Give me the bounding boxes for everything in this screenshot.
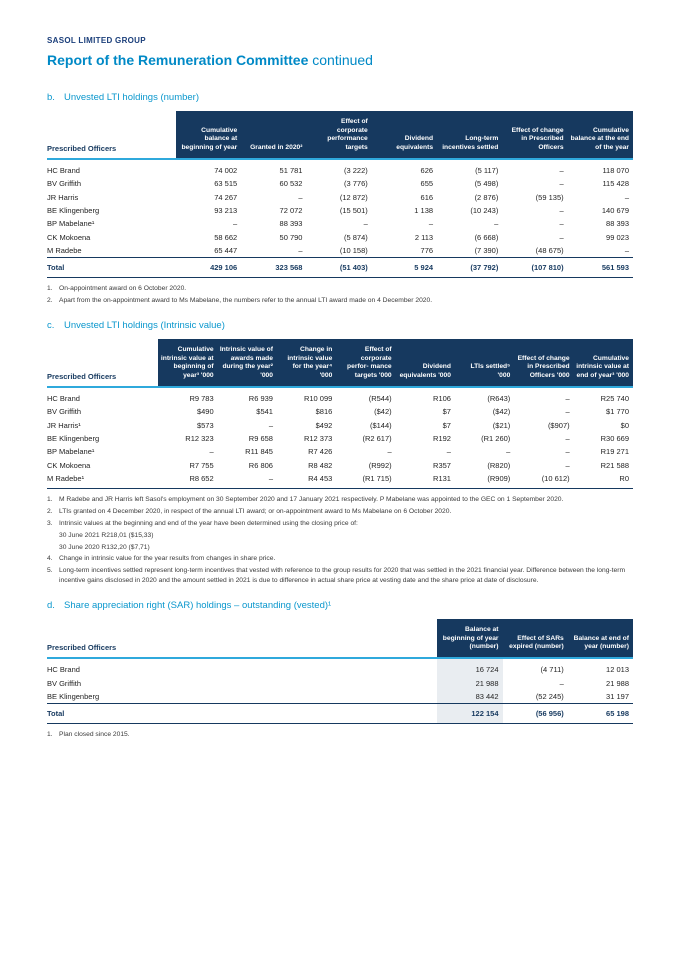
row-label: JR Harris¹ [47,420,81,430]
section-c-title: Unvested LTI holdings (Intrinsic value) [64,320,225,331]
value-cell: (10 243) [470,205,499,215]
value-cell: 58 662 [214,232,238,242]
value-cell: – [446,447,451,457]
value-cell: $7 [442,420,451,430]
section-d-letter: d. [47,600,55,612]
value-cell: 65 198 [568,704,633,724]
column-header: Balance at end of year (number) [568,619,633,658]
footnote-text: 30 June 2020 R132,20 ($7,71) [59,543,150,551]
row-label: BV Griffith [47,407,82,417]
value-cell: – [559,205,564,215]
value-cell: R30 669 [600,433,629,443]
table-row [47,405,633,418]
value-cell: 88 393 [279,219,303,229]
value-cell: 50 790 [279,232,303,242]
column-header: LTIs settled⁵ '000 [455,339,514,387]
row-label: BV Griffith [47,179,82,189]
section-d-heading [47,600,633,611]
value-cell: R21 588 [600,460,629,470]
value-cell: 12 013 [606,665,629,675]
value-cell: (R544) [368,393,392,403]
footnote [47,507,633,516]
header-row [47,619,633,658]
value-cell: – [233,219,238,229]
footnote [47,284,633,293]
value-cell: – [428,219,434,229]
value-cell: R357 [433,460,451,470]
value-cell: – [298,192,303,202]
value-cell: – [565,407,570,417]
table-row [47,459,633,472]
table-row [47,204,633,217]
footnote-text: Change in intrinsic value for the year results from changes in share price. [59,555,276,563]
value-cell: (10 158) [339,246,368,256]
value-cell: (5 498) [474,179,499,189]
section-unvested-lti-number [47,92,633,305]
value-cell: R9 783 [189,393,214,403]
value-cell: – [363,219,368,229]
row-label: CK Mokoena [47,460,91,470]
page-title [47,52,633,68]
value-cell: R8 652 [158,472,217,489]
lti-number-table [47,111,633,278]
table-row [47,177,633,190]
footnote-text: Long-term incentives settled represent long-term incentives that vested with reference to the group results for 2020 that was settled in the 2021 financial year. Difference between the long-term incentive gains disclosed in 2020 and the amount settled in 2021 is due to difference in actual share price at vesting date and the share price at date of disclosure. [59,567,626,584]
value-cell: $0 [620,420,629,430]
value-cell: ($144) [369,420,392,430]
footnote-text: 30 June 2021 R218,01 ($15,33) [59,531,154,539]
value-cell: R6 806 [248,460,273,470]
value-cell: – [559,179,564,189]
value-cell: – [565,393,570,403]
value-cell: 99 023 [606,232,629,242]
footnote [47,566,633,585]
column-header: Cumulative balance at the end of the year [568,111,633,159]
value-cell: (7 390) [474,246,499,256]
value-cell: (10 612) [514,472,573,489]
row-label: M Radebe [47,246,82,256]
value-cell: (15 501) [339,205,368,215]
section-c-heading [47,320,633,331]
value-cell: (6 668) [474,232,499,242]
value-cell: – [624,246,629,256]
table-row [47,231,633,244]
row-label: Total [47,258,176,278]
value-cell: (52 245) [535,691,564,701]
table-row [47,387,633,405]
value-cell: 74 267 [214,192,238,202]
value-cell: $7 [442,407,451,417]
value-cell: R12 323 [185,433,214,443]
footnote [47,531,633,540]
section-c-letter: c. [47,320,55,331]
footnote-text: Apart from the on-appointment award to Ms Mabelane, the numbers refer to the annual LTI award made on 4 December 2020. [59,296,433,304]
value-cell: (3 776) [344,179,368,189]
column-header: Balance at beginning of year (number) [437,619,502,658]
row-label: HC Brand [47,665,80,675]
footnote-number [47,531,59,540]
value-cell: – [506,447,511,457]
value-cell: 115 428 [602,179,629,189]
value-cell: $541 [256,407,273,417]
footnote [47,730,633,739]
value-cell: 561 593 [568,258,633,278]
row-label: Total [47,704,437,724]
value-cell: $1 770 [606,407,629,417]
value-cell: (3 222) [344,165,368,175]
value-cell: 16 724 [437,658,502,676]
value-cell: R12 373 [303,433,333,443]
value-cell: (37 792) [437,258,502,278]
value-cell: (R992) [368,460,392,470]
value-cell: 118 070 [602,165,629,175]
value-cell: (48 675) [535,246,564,256]
value-cell: 1 138 [414,205,434,215]
value-cell: R7 755 [189,460,214,470]
value-cell: $490 [196,407,214,417]
value-cell: (R2 617) [362,433,392,443]
total-row [47,258,633,278]
value-cell: 21 988 [606,678,629,688]
column-header: Effect of corporate perfor- mance targets '000 [336,339,395,387]
column-header: Dividend equivalents [372,111,437,159]
value-cell: $573 [196,420,214,430]
value-cell: $816 [315,407,333,417]
footnote [47,554,633,563]
value-cell: 140 679 [601,205,629,215]
table-row [47,159,633,177]
value-cell: – [559,232,564,242]
footnote-text: M Radebe and JR Harris left Sasol's employment on 30 September 2020 and 17 January 2021 respectively. P Mabelane was appointed to the GEC on 1 September 2020. [59,496,564,504]
page-title-main: Report of the Remuneration Committee [47,52,309,68]
value-cell: (R909) [455,472,514,489]
section-unvested-lti-intrinsic [47,320,633,585]
table-row [47,445,633,458]
value-cell: – [559,678,564,688]
section-c-footnotes [47,495,633,585]
header-row [47,339,633,387]
value-cell: (107 810) [502,258,567,278]
group-brand-label: SASOL LIMITED GROUP [47,36,146,45]
value-cell: (R1 260) [481,433,511,443]
value-cell: – [218,472,277,489]
value-cell: – [565,460,570,470]
value-cell: 616 [420,192,434,202]
table-row [47,472,633,489]
value-cell: R9 658 [248,433,273,443]
column-header: Intrinsic value of awards made during the year² '000 [218,339,277,387]
value-cell: 429 106 [176,258,241,278]
footnote-number: 1. [47,496,53,504]
value-cell: 122 154 [437,704,502,724]
value-cell: 60 532 [279,179,303,189]
value-cell: (5 117) [475,165,499,175]
column-header: Cumulative intrinsic value at end of year³ '000 [574,339,633,387]
column-header: Cumulative intrinsic value at beginning of year³ '000 [158,339,217,387]
value-cell: 776 [420,246,434,256]
footnote [47,495,633,504]
footnote-text: Intrinsic values at the beginning and end of the year have been determined using the closing price of: [59,519,358,527]
column-header: Granted in 2020² [241,111,306,159]
table-row [47,676,633,689]
value-cell: 72 072 [279,205,303,215]
value-cell: 2 113 [414,232,434,242]
value-cell: R6 939 [248,393,273,403]
column-header: Dividend equivalents '000 [396,339,455,387]
row-label: HC Brand [47,165,80,175]
value-cell: 88 393 [606,219,629,229]
table-row [47,244,633,258]
section-d-footnotes [47,730,633,739]
row-label: M Radebe¹ [47,472,158,489]
value-cell: (R643) [487,393,511,403]
page-title-continued: continued [308,52,373,68]
column-header: Effect of SARs expired (number) [503,619,568,658]
value-cell: R4 453 [277,472,336,489]
footnote-number: 2. [47,507,53,515]
value-cell: – [559,165,564,175]
value-cell: – [298,246,303,256]
value-cell: (R1 715) [336,472,395,489]
column-header: Effect of corporate performance targets [306,111,371,159]
lti-intrinsic-value-table [47,339,633,489]
row-label: BP Mabelane¹ [47,447,95,457]
value-cell: – [624,192,629,202]
section-b-heading [47,92,633,103]
footnote [47,296,633,305]
value-cell: 83 442 [437,690,502,704]
table-row [47,190,633,203]
row-label: HC Brand [47,393,80,403]
value-cell: – [494,219,499,229]
row-label: BE Klingenberg [47,433,100,443]
value-cell: $492 [315,420,333,430]
row-label: BE Klingenberg [47,205,100,215]
value-cell: 74 002 [214,165,238,175]
value-cell: – [387,447,392,457]
footnote [47,519,633,528]
section-b-title: Unvested LTI holdings (number) [64,92,199,103]
value-cell: – [268,420,273,430]
sar-holdings-table [47,619,633,724]
value-cell: 5 924 [372,258,437,278]
footnote [47,543,633,552]
value-cell: (2 876) [474,192,499,202]
column-header: Effect of change in Prescribed Officers '000 [514,339,573,387]
value-cell: R25 740 [600,393,629,403]
row-label: BP Mabelane¹ [47,219,95,229]
row-label: CK Mokoena [47,232,91,242]
value-cell: 51 781 [279,165,303,175]
value-cell: 21 988 [437,676,502,689]
footnote-number [47,543,59,552]
value-cell: (R820) [487,460,511,470]
value-cell: 63 515 [214,179,238,189]
value-cell: (51 403) [306,258,371,278]
value-cell: (4 711) [540,665,564,675]
prescribed-officers-header: Prescribed Officers [47,339,158,387]
section-sar-holdings [47,600,633,739]
total-row [47,704,633,724]
value-cell: – [559,219,564,229]
table-row [47,690,633,704]
value-cell: – [209,447,214,457]
section-b-footnotes [47,284,633,305]
row-label: BV Griffith [47,678,82,688]
value-cell: R11 845 [245,447,273,457]
value-cell: 93 213 [214,205,238,215]
section-d-title: Share appreciation right (SAR) holdings – outstanding (vested)¹ [64,600,332,612]
column-header: Effect of change in Prescribed Officers [502,111,567,159]
value-cell: R8 482 [308,460,333,470]
value-cell: – [565,447,570,457]
footnote-text: LTIs granted on 4 December 2020, in respect of the annual LTI award; or on-appointment award to Ms Mabelane on 6 October 2020. [59,507,452,515]
footnote-number: 5. [47,567,53,575]
table-row [47,418,633,431]
table-row [47,658,633,676]
section-b-letter: b. [47,92,55,103]
column-header: Cumulative balance at beginning of year [176,111,241,159]
value-cell: 65 447 [214,246,238,256]
value-cell: (12 872) [339,192,368,202]
value-cell: R19 271 [600,447,629,457]
value-cell: R131 [396,472,455,489]
table-row [47,432,633,445]
prescribed-officers-header: Prescribed Officers [47,619,437,658]
value-cell: R7 426 [308,447,333,457]
column-header: Change in intrinsic value for the year⁴ '000 [277,339,336,387]
value-cell: 626 [420,165,434,175]
value-cell: ($42) [492,407,511,417]
value-cell: R0 [574,472,633,489]
column-header: Long-term incentives settled [437,111,502,159]
footnote-number: 2. [47,296,53,304]
value-cell: ($907) [547,420,570,430]
value-cell: (59 135) [535,192,564,202]
value-cell: ($42) [374,407,392,417]
value-cell: – [565,433,570,443]
value-cell: 655 [420,179,434,189]
footnote-text: Plan closed since 2015. [59,730,130,738]
footnote-number: 1. [47,284,53,292]
value-cell: (5 874) [344,232,368,242]
value-cell: 31 197 [606,691,629,701]
value-cell: ($21) [492,420,511,430]
row-label: JR Harris [47,192,79,202]
value-cell: 323 568 [241,258,306,278]
footnote-number: 1. [47,730,53,738]
footnote-number: 4. [47,555,53,563]
value-cell: R192 [433,433,451,443]
row-label: BE Klingenberg [47,691,100,701]
header-row [47,111,633,159]
footnote-text: On-appointment award on 6 October 2020. [59,284,187,292]
value-cell: R10 099 [303,393,333,403]
table-row [47,217,633,230]
value-cell: (56 956) [503,704,568,724]
value-cell: R106 [433,393,451,403]
prescribed-officers-header: Prescribed Officers [47,111,176,159]
footnote-number: 3. [47,519,53,527]
